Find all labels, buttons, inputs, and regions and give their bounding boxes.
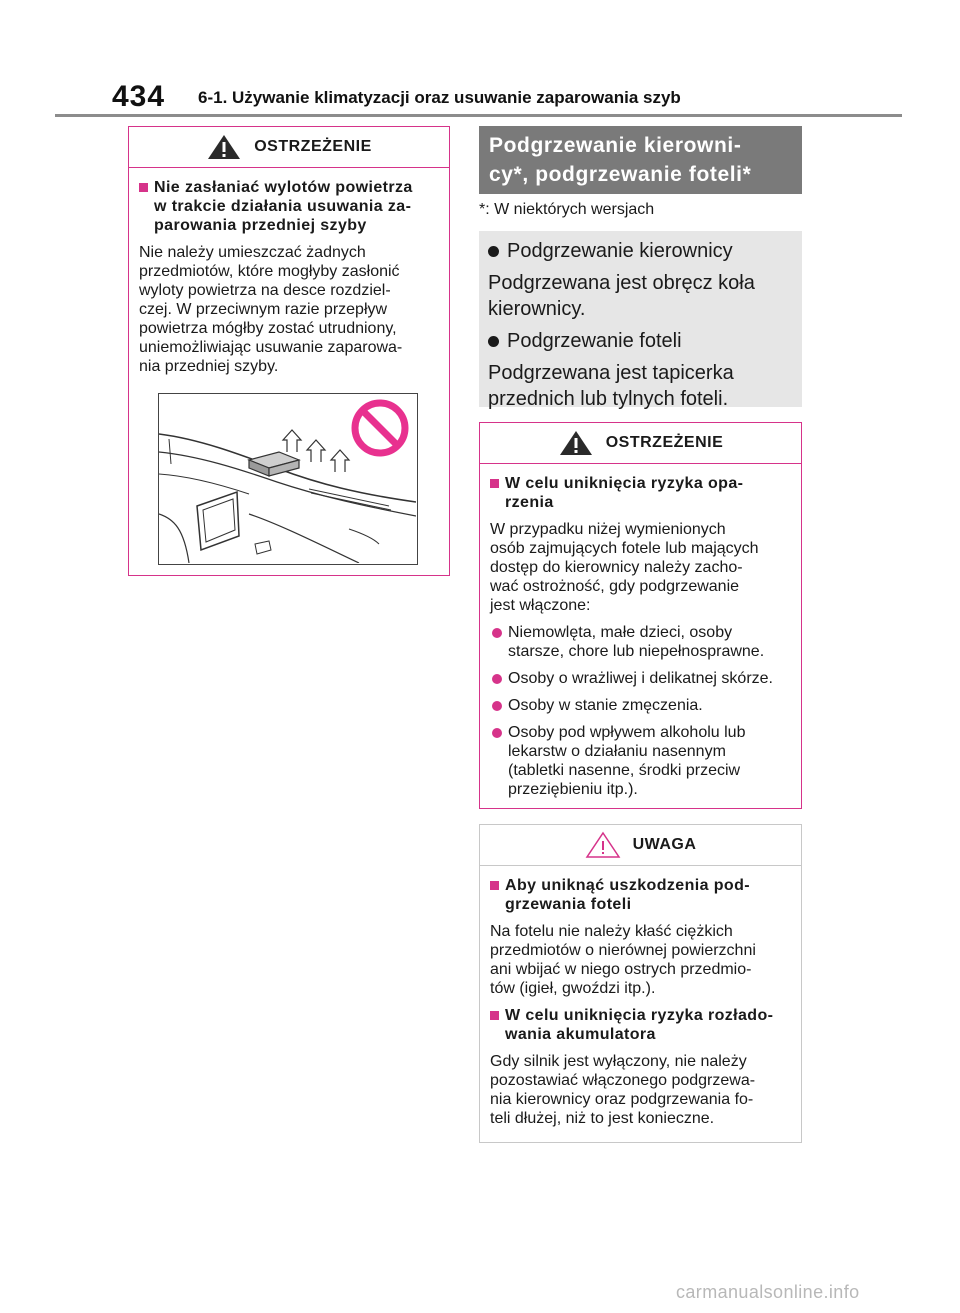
bullet-line: (tabletki nasenne, środki przeciw	[508, 762, 741, 779]
subheading-line: Nie zasłaniać wylotów powietrza	[154, 179, 413, 196]
paragraph-line: tów (igieł, gwoździ itp.).	[490, 980, 656, 997]
paragraph-line: ani wbijać w niego ostrych przedmio-	[490, 961, 752, 978]
round-bullet-icon	[488, 246, 499, 257]
square-bullet-icon	[490, 881, 499, 890]
subheading-line: rzenia	[505, 494, 554, 511]
round-bullet-icon	[492, 628, 502, 638]
subheading-line: W celu uniknięcia ryzyka opa-	[505, 475, 744, 492]
bullet-line: Osoby pod wpływem alkoholu lub	[508, 724, 746, 741]
header-rule	[55, 114, 902, 117]
round-bullet-icon	[492, 674, 502, 684]
site-watermark: carmanualsonline.info	[676, 1282, 860, 1302]
subheading-line: parowania przedniej szyby	[154, 217, 367, 234]
warning-triangle-icon	[558, 429, 594, 457]
paragraph-line: nia kierownicy oraz podgrzewania fo-	[490, 1091, 754, 1108]
paragraph-line: teli dłużej, niż to jest konieczne.	[490, 1110, 715, 1127]
section-title-line: cy*, podgrzewanie foteli*	[489, 163, 752, 186]
version-footnote: *: W niektórych wersjach	[479, 201, 655, 218]
info-item-heading	[488, 238, 793, 264]
paragraph-line: pozostawiać włączonego podgrzewa-	[490, 1072, 756, 1089]
warning-subheading	[139, 178, 441, 235]
paragraph-line: nia przedniej szyby.	[139, 358, 279, 375]
prohibition-icon	[350, 398, 410, 458]
warning-triangle-icon	[206, 133, 242, 161]
warning-title: OSTRZEŻENIE	[254, 138, 372, 155]
page-header	[0, 0, 960, 120]
subheading-line: wania akumulatora	[505, 1026, 656, 1043]
round-bullet-icon	[488, 336, 499, 347]
paragraph-line: uniemożliwiając usuwanie zaparowa-	[139, 339, 403, 356]
notice-paragraph	[490, 1052, 793, 1128]
bullet-item	[490, 696, 793, 715]
bullet-line: lekarstw o działaniu nasennym	[508, 743, 726, 760]
paragraph-line: Nie należy umieszczać żadnych	[139, 244, 366, 261]
warning-header	[480, 423, 801, 464]
bullet-item	[490, 623, 793, 661]
item-heading-text: Podgrzewanie kierownicy	[507, 240, 733, 262]
chapter-title: 6-1. Używanie klimatyzacji oraz usuwanie zaparowania szyb	[198, 88, 681, 107]
square-bullet-icon	[490, 479, 499, 488]
subheading-line: Aby uniknąć uszkodzenia pod-	[505, 877, 751, 894]
section-title	[479, 126, 802, 194]
notice-subheading	[490, 876, 793, 914]
round-bullet-icon	[492, 701, 502, 711]
paragraph-line: W przypadku niżej wymienionych	[490, 521, 726, 538]
bullet-item	[490, 669, 793, 688]
bullet-line: Niemowlęta, małe dzieci, osoby	[508, 624, 733, 641]
info-line: kierownicy.	[488, 298, 586, 320]
paragraph-line: dostęp do kierownicy należy zacho-	[490, 559, 743, 576]
paragraph-line: powietrza mógłby zostać utrudniony,	[139, 320, 397, 337]
info-line: Podgrzewana jest tapicerka	[488, 362, 734, 384]
heating-info-box	[479, 231, 802, 410]
caution-outline-icon	[585, 831, 621, 859]
warning-header	[129, 127, 449, 168]
page-number: 434	[112, 80, 166, 113]
subheading-line: W celu uniknięcia ryzyka rozłado-	[505, 1007, 774, 1024]
notice-box	[479, 824, 802, 1143]
info-line: Podgrzewana jest obręcz koła	[488, 272, 755, 294]
bullet-line: przeziębieniu itp.).	[508, 781, 638, 798]
bullet-line: starsze, chore lub niepełnosprawne.	[508, 643, 765, 660]
notice-subheading	[490, 1006, 793, 1044]
warning-paragraph	[139, 243, 441, 376]
warning-title: OSTRZEŻENIE	[605, 434, 724, 451]
paragraph-line: przedmiotów, które mogłyby zasłonić	[139, 263, 400, 280]
info-item-text	[488, 360, 793, 412]
square-bullet-icon	[139, 183, 148, 192]
paragraph-line: Na fotelu nie należy kłaść ciężkich	[490, 923, 733, 940]
bullet-line: Osoby w stanie zmęczenia.	[508, 697, 703, 714]
paragraph-line: Gdy silnik jest wyłączony, nie należy	[490, 1053, 747, 1070]
warning-box-burns	[479, 422, 802, 809]
notice-header	[480, 825, 801, 866]
subheading-line: w trakcie działania usuwania za-	[154, 198, 412, 215]
notice-paragraph	[490, 922, 793, 998]
info-item-heading	[488, 328, 793, 354]
item-heading-text: Podgrzewanie foteli	[507, 330, 682, 352]
paragraph-line: osób zajmujących fotele lub mających	[490, 540, 759, 557]
info-item-text	[488, 270, 793, 322]
round-bullet-icon	[492, 728, 502, 738]
subheading-line: grzewania foteli	[505, 896, 632, 913]
paragraph-line: wyloty powietrza na desce rozdziel-	[139, 282, 391, 299]
paragraph-line: wać ostrożność, gdy podgrzewanie	[490, 578, 740, 595]
square-bullet-icon	[490, 1011, 499, 1020]
paragraph-line: przedmiotów o nierównej powierzchni	[490, 942, 756, 959]
notice-title: UWAGA	[632, 836, 697, 853]
bullet-item	[490, 723, 793, 799]
dashboard-illustration	[158, 393, 418, 565]
warning-paragraph	[490, 520, 793, 615]
warning-subheading	[490, 474, 793, 512]
section-title-line: Podgrzewanie kierowni-	[489, 134, 742, 157]
bullet-line: Osoby o wrażliwej i delikatnej skórze.	[508, 670, 773, 687]
paragraph-line: jest włączone:	[490, 597, 591, 614]
info-line: przednich lub tylnych foteli.	[488, 388, 729, 410]
paragraph-line: czej. W przeciwnym razie przepływ	[139, 301, 388, 318]
